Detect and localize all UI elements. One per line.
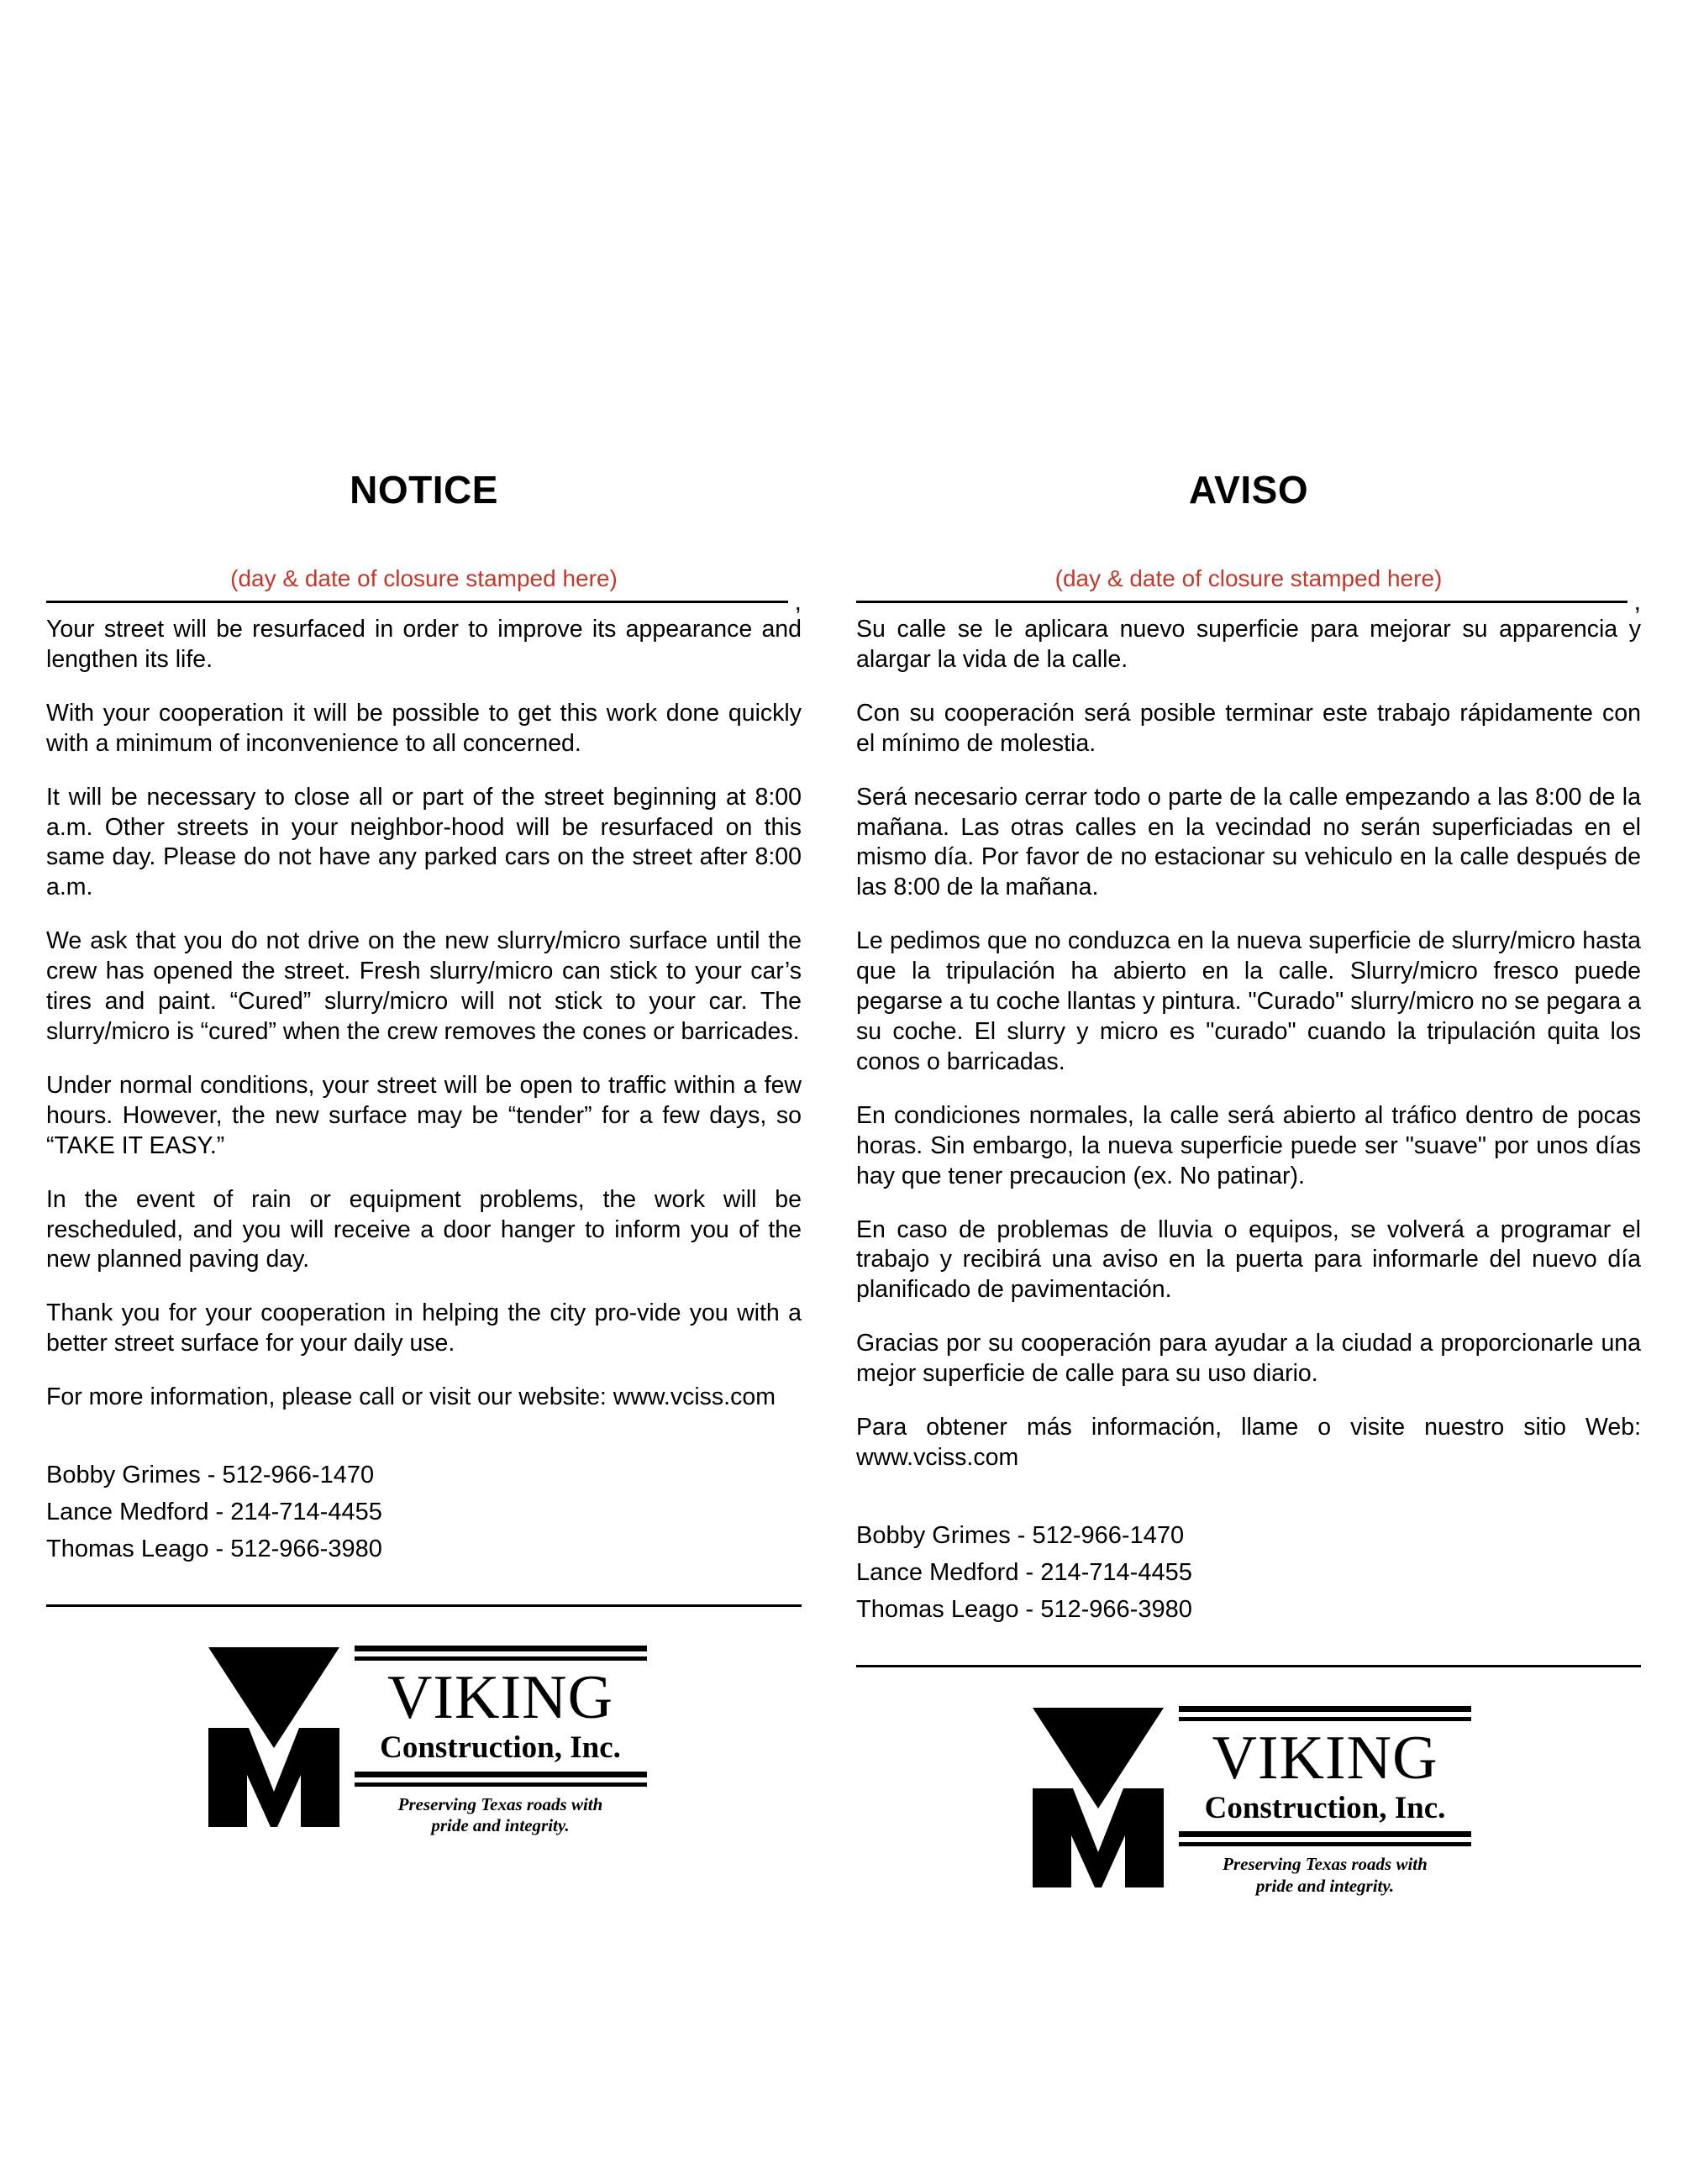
paragraph: Su calle se le aplicara nuevo superficie para mejorar su apparencia y alargar la vida de la calle. — [856, 616, 1641, 673]
logo-tagline — [1179, 1854, 1471, 1896]
paragraph: En condiciones normales, la calle será abierto al tráfico dentro de pocas horas. Sin embargo, la nueva superficie puede ser "suave" por unos días hay que tener precaucion (ex. No patinar). — [856, 1101, 1641, 1189]
closure-stamp-comma-spanish: , — [1633, 588, 1641, 616]
logo-company-name: VIKING — [387, 1663, 614, 1733]
contact-item: Lance Medford - 214-714-4455 — [856, 1558, 1192, 1586]
closure-stamp-hint-spanish: (day & date of closure stamped here) — [1054, 565, 1443, 591]
logo-rule — [355, 1782, 647, 1787]
logo-wordmark — [346, 1641, 647, 1836]
contact-item: Lance Medford - 214-714-4455 — [46, 1499, 382, 1526]
contact-list-english — [46, 1457, 802, 1567]
logo-rule — [1179, 1717, 1471, 1721]
logo-company-subtitle: Construction, Inc. — [1204, 1790, 1446, 1825]
paragraph: Con su cooperación será posible terminar este trabajo rápidamente con el mínimo de molestia. — [856, 699, 1641, 757]
logo-tagline-line-1: Preserving Texas roads with — [1223, 1854, 1428, 1875]
paragraph: With your cooperation it will be possible to get this work done quickly with a minimum of inconvenience to all concerned. — [46, 699, 802, 757]
closure-stamp-hint-english: (day & date of closure stamped here) — [230, 565, 618, 591]
logo-rule — [1179, 1842, 1471, 1846]
logo-tagline-line-2: pride and integrity. — [1255, 1875, 1395, 1896]
notice-column-english — [0, 470, 844, 1836]
paragraph: Gracias por su cooperación para ayudar a la ciudad a proporcionarle una mejor superficie de calle para su uso diario. — [856, 1330, 1641, 1388]
paragraph-website: For more information, please call or visit our website: www.vciss.com — [46, 1383, 776, 1411]
paragraph: In the event of rain or equipment problems, the work will be rescheduled, and you will receive a door hanger to inform you of the new planned paving day. — [46, 1185, 802, 1273]
closure-stamp-underline-english — [46, 601, 788, 603]
logo-company-subtitle: Construction, Inc. — [380, 1730, 621, 1765]
contact-item: Thomas Leago - 512-966-3980 — [856, 1596, 1192, 1623]
closure-stamp-field-english[interactable] — [46, 565, 802, 616]
paragraph: En caso de problemas de lluvia o equipos, se volverá a programar el trabajo y recibirá una aviso en la puerta para informarle del nuevo día planificado de pavimentación. — [856, 1215, 1641, 1304]
company-logo-spanish — [856, 1701, 1641, 1897]
logo-tagline-line-2: pride and integrity. — [431, 1814, 570, 1835]
two-column-layout — [0, 470, 1688, 1897]
logo-bottom-rules — [355, 1772, 647, 1787]
logo-wordmark — [1170, 1701, 1471, 1897]
closure-stamp-field-spanish[interactable] — [856, 565, 1641, 616]
paragraph: Le pedimos que no conduzca en la nueva superficie de slurry/micro hasta que la tripulación ha abierto en la calle. Slurry/micro fresco puede pegarse a tu coche llantas y pintura. "Curado" slurry/micro no se pegara a su coche. El slurry y micro es "curado" cuando la tripulación quita los conos o barricadas. — [856, 927, 1641, 1075]
notice-body-spanish — [856, 615, 1641, 1473]
logo-top-rules — [355, 1641, 647, 1661]
logo-tagline-line-1: Preserving Texas roads with — [397, 1793, 603, 1814]
closure-stamp-comma-english: , — [794, 588, 802, 616]
contact-item: Bobby Grimes - 512-966-1470 — [46, 1462, 375, 1489]
footer-divider-spanish — [856, 1665, 1641, 1667]
footer-divider-english — [46, 1604, 802, 1607]
paragraph: We ask that you do not drive on the new slurry/micro surface until the crew has opened the street. Fresh slurry/micro can stick to your car’s tires and paint. “Cured” slurry/micro will not stick to your car. The slurry/micro is “cured” when the crew removes the cones or barricades. — [46, 927, 802, 1045]
paragraph: Thank you for your cooperation in helping the city pro-vide you with a better street surface for your daily use. — [46, 1299, 802, 1357]
page-title-aviso: AVISO — [1188, 468, 1309, 512]
viking-v-chevron-icon — [1026, 1701, 1170, 1897]
paragraph: It will be necessary to close all or part of the street beginning at 8:00 a.m. Other streets in your neighbor-hood will be resurfaced on this same day. Please do not have any parked cars on the street after 8:00 a.m. — [46, 783, 802, 901]
logo-rule — [355, 1656, 647, 1661]
paragraph: Under normal conditions, your street will be open to traffic within a few hours. However, the new surface may be “tender” for a few days, so “TAKE IT EASY.” — [46, 1071, 802, 1159]
closure-stamp-underline-spanish — [856, 601, 1628, 603]
logo-rule — [1179, 1831, 1471, 1837]
contact-item: Thomas Leago - 512-966-3980 — [46, 1536, 382, 1563]
logo-bottom-rules — [1179, 1831, 1471, 1846]
contact-list-spanish — [856, 1517, 1641, 1628]
notice-column-spanish — [844, 470, 1687, 1897]
logo-company-name: VIKING — [1212, 1724, 1438, 1793]
logo-rule — [355, 1772, 647, 1777]
contact-item: Bobby Grimes - 512-966-1470 — [856, 1521, 1185, 1549]
logo-top-rules — [1179, 1701, 1471, 1721]
logo-rule — [355, 1646, 647, 1651]
paragraph: Your street will be resurfaced in order to improve its appearance and lengthen its life. — [46, 616, 802, 673]
page-title-notice: NOTICE — [350, 468, 498, 512]
paragraph: Será necesario cerrar todo o parte de la calle empezando a las 8:00 de la mañana. Las otras calles en la vecindad no serán superficiadas en el mismo día. Por favor de no estacionar su vehiculo en la calle después de las 8:00 de la mañana. — [856, 783, 1641, 901]
notice-body-english — [46, 615, 802, 1413]
logo-rule — [1179, 1706, 1471, 1712]
logo-tagline — [355, 1794, 647, 1836]
viking-v-chevron-icon — [202, 1641, 346, 1836]
paragraph-website: Para obtener más información, llame o visite nuestro sitio Web: www.vciss.com — [856, 1414, 1641, 1471]
company-logo-english — [46, 1641, 802, 1836]
